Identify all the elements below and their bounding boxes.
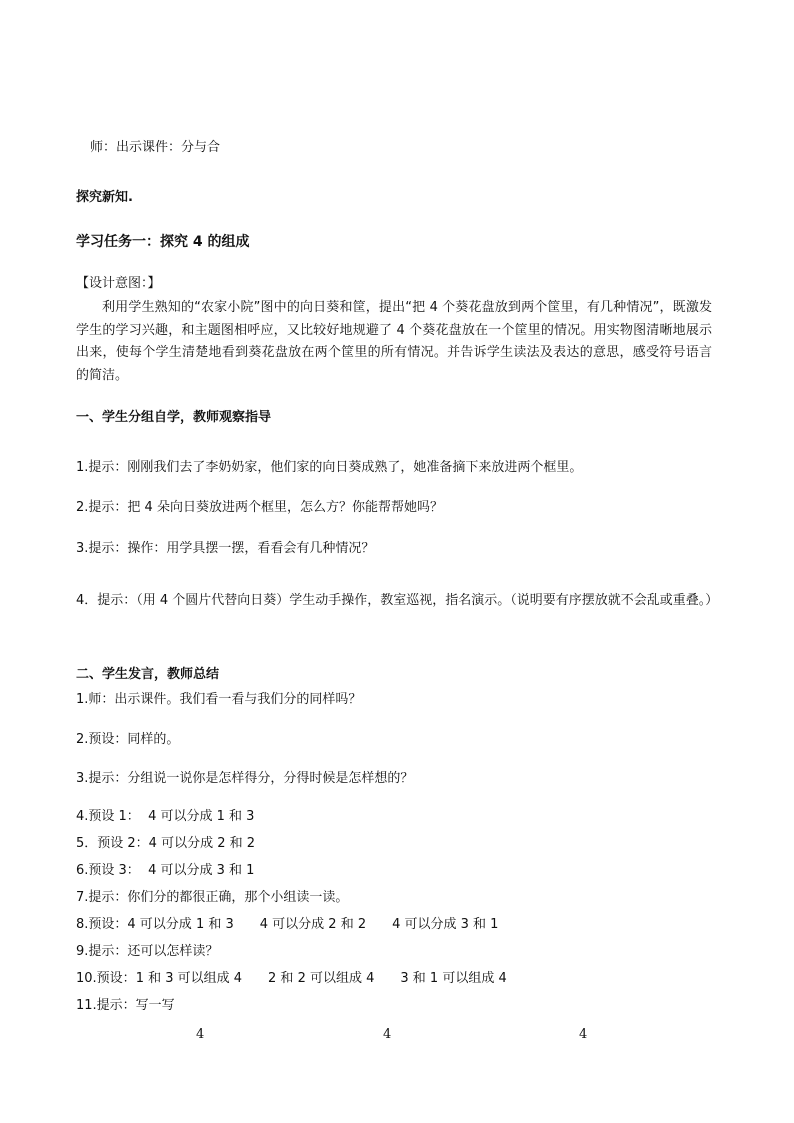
item9: 9.提示：还可以怎样读？ <box>76 944 219 959</box>
part2-item: 5．预设 2：4 可以分成 2 和 2 <box>76 836 256 851</box>
part1-item: 2.提示：把 4 朵向日葵放进两个框里，怎么方？你能帮帮她吗？ <box>76 500 443 515</box>
part2-heading: 二、学生发言，教师总结 <box>76 667 220 682</box>
write-number: 4 <box>196 1027 205 1042</box>
part1-item: 1.提示：刚刚我们去了李奶奶家，他们家的向日葵成熟了，她准备摘下来放进两个框里。 <box>76 460 583 475</box>
item8-part: 4 可以分成 2 和 2 <box>259 917 367 932</box>
item10-part: 1 和 3 可以组成 4 <box>135 971 243 986</box>
part2-item: 2.预设：同样的。 <box>76 732 180 747</box>
part1-item: 4．提示：（用 4 个圆片代替向日葵）学生动手操作，教室巡视，指名演示。（说明要有序摆放就不会乱或重叠。） <box>76 593 719 608</box>
part2-item: 3.提示：分组说一说你是怎样得分，分得时候是怎样想的？ <box>76 771 414 786</box>
item10-part: 2 和 2 可以组成 4 <box>268 971 375 986</box>
item10-row <box>76 971 507 987</box>
write-number: 4 <box>383 1027 392 1042</box>
part1-heading: 一、学生分组自学，教师观察指导 <box>76 410 272 425</box>
part2-item: 6.预设 3： 4 可以分成 3 和 1 <box>76 863 255 878</box>
design-intent-label: 【设计意图：】 <box>76 276 161 291</box>
item8-prefix: 8.预设： <box>76 917 128 932</box>
item8-row <box>76 917 498 933</box>
item10-prefix: 10.预设： <box>76 971 136 986</box>
part2-item: 7.提示：你们分的都很正确，那个小组读一读。 <box>76 890 349 905</box>
item11: 11.提示：写一写 <box>76 998 175 1013</box>
task-title: 学习任务一：探究 4 的组成 <box>76 234 250 250</box>
intro-line: 师：出示课件：分与合 <box>90 140 221 155</box>
part1-item: 3.提示：操作：用学具摆一摆，看看会有几种情况？ <box>76 541 375 556</box>
part2-item: 1.师：出示课件。我们看一看与我们分的同样吗？ <box>76 692 362 707</box>
item8-part: 4 可以分成 1 和 3 <box>127 917 234 932</box>
section-explore-heading: 探究新知. <box>76 190 133 205</box>
design-intent-paragraph: 利用学生熟知的“农家小院”图中的向日葵和筐，提出“把 4 个葵花盘放到两个筐里，有几种情况”，既激发学生的学习兴趣，和主题图相呼应，又比较好地规避了 4 个葵花盘放在一个筐里的情况。用实物图清晰地展示出来，使每个学生清楚地看到葵花盘放在两个筐里的所有情况。并告诉学生读法及表达的意思，感受符号语言的简洁。 <box>76 300 712 383</box>
part2-item: 4.预设 1： 4 可以分成 1 和 3 <box>76 809 255 824</box>
item8-part: 4 可以分成 3 和 1 <box>392 917 499 932</box>
write-number: 4 <box>579 1027 588 1042</box>
item10-part: 3 和 1 可以组成 4 <box>400 971 507 986</box>
